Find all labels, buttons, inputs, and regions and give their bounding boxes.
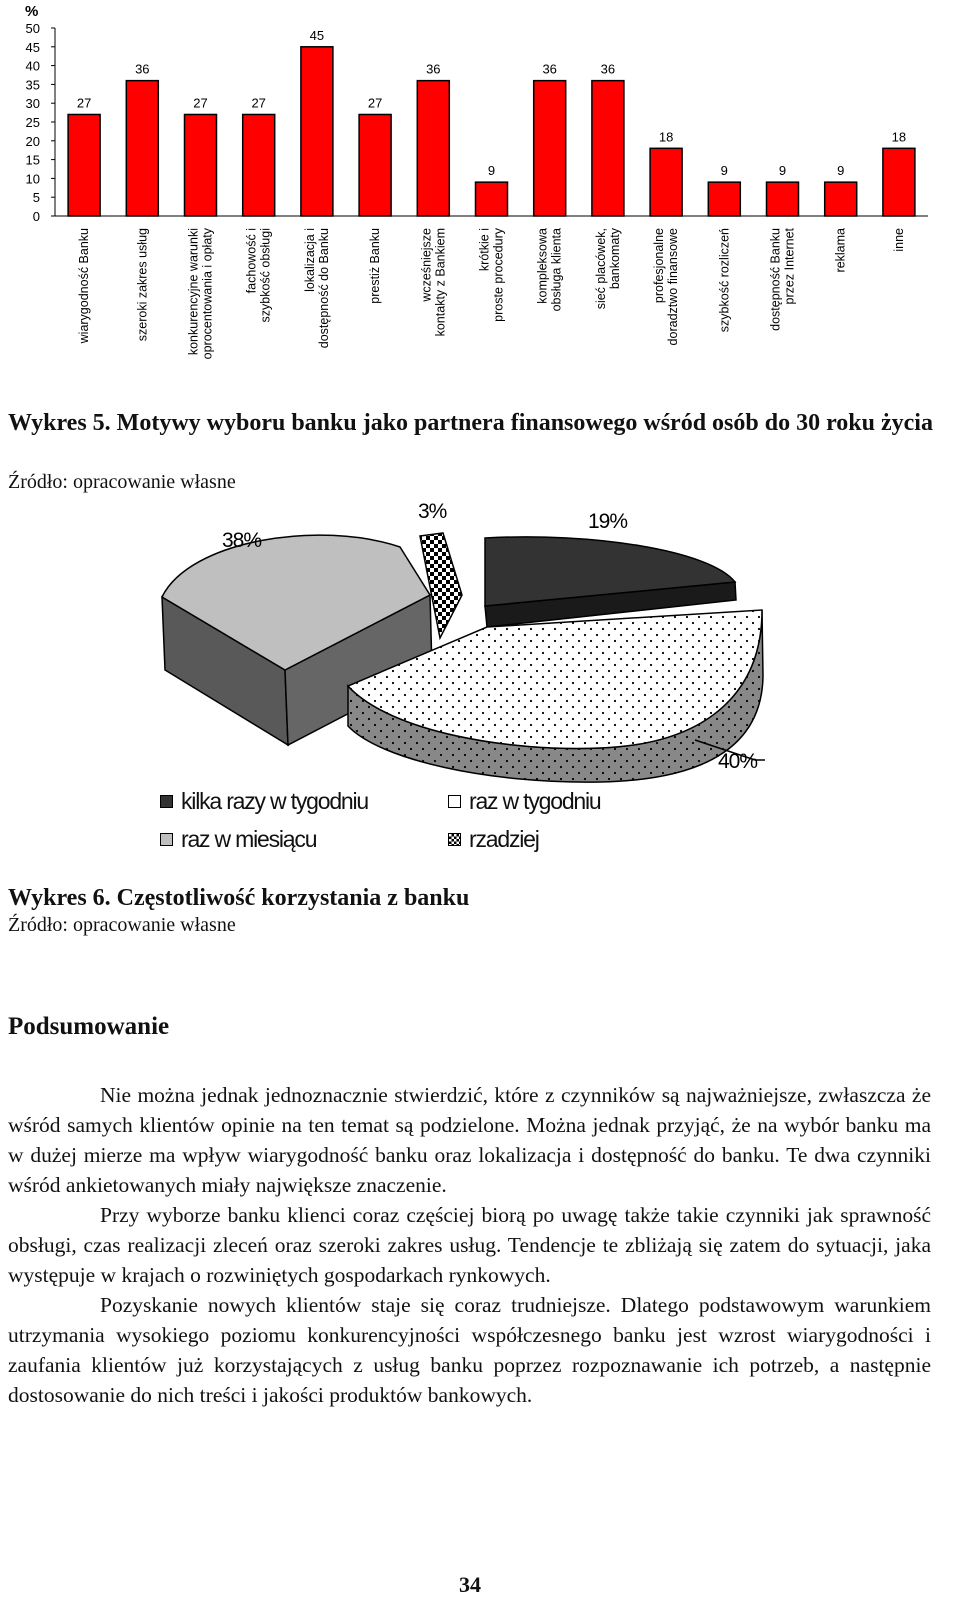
body-text	[8, 1080, 931, 1410]
y-tick-label: 10	[25, 171, 40, 187]
svg-text:przez Internet: przez Internet	[782, 228, 797, 305]
x-tick-label	[419, 228, 447, 336]
legend-item-raz-w-tygodniu	[448, 788, 601, 815]
bar	[650, 148, 682, 216]
bar	[185, 114, 217, 216]
y-tick-label: 20	[25, 133, 40, 149]
bar	[825, 182, 857, 216]
bar-value-label: 18	[658, 129, 674, 145]
svg-text:obsługa klienta: obsługa klienta	[549, 228, 564, 312]
bar-value-label: 36	[135, 61, 150, 77]
legend-label: rzadziej	[469, 826, 539, 852]
x-tick-label	[892, 228, 906, 252]
legend-item-raz-w-miesiacu	[160, 826, 316, 853]
bar	[126, 81, 158, 216]
bar-value-label: 27	[367, 95, 383, 111]
svg-text:szybkość rozliczeń: szybkość rozliczeń	[717, 228, 732, 333]
bar	[592, 81, 624, 216]
legend-label: raz w tygodniu	[469, 788, 601, 814]
svg-text:kompleksowa: kompleksowa	[535, 228, 550, 304]
paragraph: Przy wyborze banku klienci coraz częściej biorą po uwagę także takie czynniki jak sprawność obsługi, czas realizacji zleceń oraz szeroki zakres usług. Tendencje te zbliżają się zatem do sytuacji, jaka występuje w krajach o rozwiniętych gospodarkach rynkowych.	[8, 1203, 931, 1287]
svg-text:konkurencyjne warunki: konkurencyjne warunki	[186, 228, 201, 356]
svg-text:bankomaty: bankomaty	[607, 228, 622, 290]
x-tick-label	[187, 227, 215, 359]
page-number: 34	[459, 1572, 481, 1597]
svg-text:prestiż Banku: prestiż Banku	[368, 228, 383, 304]
svg-text:dostępność do Banku: dostępność do Banku	[316, 228, 331, 349]
x-tick-label	[834, 228, 848, 273]
bar-value-label: 9	[837, 163, 845, 179]
svg-text:szeroki zakres usług: szeroki zakres usług	[135, 228, 150, 342]
x-tick-label	[135, 228, 149, 341]
x-tick-label	[717, 228, 731, 332]
figure-6-caption: Wykres 6. Częstotliwość korzystania z banku	[8, 885, 470, 911]
svg-text:profesjonalne: profesjonalne	[652, 228, 667, 304]
svg-text:proste procedury: proste procedury	[491, 228, 506, 322]
legend-swatch	[448, 795, 461, 808]
legend-swatch	[160, 833, 173, 846]
y-tick-label: 30	[25, 96, 40, 112]
bar-chart	[0, 0, 960, 410]
y-tick-label: 25	[25, 115, 40, 130]
bar-value-label: 9	[487, 163, 496, 179]
x-tick-label	[368, 228, 382, 304]
y-tick-label: 0	[32, 209, 40, 224]
x-tick-label	[245, 228, 273, 323]
bar	[767, 182, 799, 216]
y-tick-label: 5	[32, 190, 40, 206]
legend-swatch	[160, 795, 173, 808]
bar	[243, 114, 275, 216]
x-tick-label	[594, 227, 622, 309]
svg-text:inne: inne	[891, 228, 906, 252]
svg-text:wiarygodność Banku: wiarygodność Banku	[77, 228, 92, 344]
y-axis-label: %	[25, 3, 39, 20]
bar-value-label: 36	[542, 61, 557, 77]
svg-text:doradztwo finansowe: doradztwo finansowe	[666, 228, 681, 346]
bar-value-label: 9	[720, 163, 728, 179]
bar	[476, 182, 508, 216]
bar	[68, 114, 100, 216]
legend-item-rzadziej	[448, 826, 539, 853]
svg-text:reklama: reklama	[833, 228, 848, 273]
x-tick-label	[652, 228, 680, 345]
y-tick-label: 35	[25, 77, 40, 93]
bar	[708, 182, 740, 216]
svg-text:sieć placówek,: sieć placówek,	[593, 228, 608, 310]
pie-label-raz-w-miesiacu: 38%	[222, 529, 262, 552]
bar-value-label: 27	[251, 95, 266, 111]
bar-value-label: 27	[193, 95, 208, 111]
paragraph: Pozyskanie nowych klientów staje się coraz trudniejsze. Dlatego podstawowym warunkiem utrzymania wysokiego poziomu konkurencyjności współczesnego banku jest wzrost wiarygodności i zaufania klientów już korzystających z usług banku poprzez rozpoznawanie ich potrzeb, a następnie dostosowanie do nich treści i jakości produktów bankowych.	[8, 1293, 931, 1407]
bar	[883, 148, 915, 216]
pie-label-raz-w-tygodniu: 40%	[718, 750, 758, 773]
bar-value-label: 36	[426, 61, 441, 77]
x-tick-label	[536, 228, 564, 311]
svg-text:oprocentowania i opłaty: oprocentowania i opłaty	[200, 228, 215, 360]
legend-label: raz w miesiącu	[181, 826, 317, 852]
legend-item-kilka-razy	[160, 788, 368, 815]
bar-value-label: 36	[600, 61, 616, 77]
svg-text:dostępność Banku: dostępność Banku	[768, 228, 783, 331]
y-tick-label: 45	[25, 39, 40, 55]
bar	[534, 81, 566, 216]
x-tick-label	[478, 227, 506, 322]
pie-label-kilka-razy: 19%	[588, 510, 628, 533]
svg-text:lokalizacja i: lokalizacja i	[302, 228, 317, 292]
figure-6-source: Źródło: opracowanie własne	[8, 914, 236, 936]
svg-text:wcześniejsze: wcześniejsze	[419, 228, 434, 302]
svg-text:fachowość i: fachowość i	[244, 228, 259, 294]
figure-5-source: Źródło: opracowanie własne	[8, 471, 236, 493]
y-tick-label: 15	[25, 152, 40, 168]
y-tick-label: 50	[25, 21, 40, 36]
x-tick-label	[303, 228, 331, 348]
pie-legend	[160, 788, 680, 870]
bar	[301, 47, 333, 216]
x-tick-label	[77, 228, 91, 344]
svg-text:kontakty z Bankiem: kontakty z Bankiem	[433, 228, 448, 337]
bar-value-label: 9	[778, 163, 787, 179]
svg-text:krótkie i: krótkie i	[477, 228, 492, 272]
legend-label: kilka razy w tygodniu	[181, 788, 368, 814]
svg-text:szybkość obsługi: szybkość obsługi	[258, 228, 273, 323]
figure-5-caption: Wykres 5. Motywy wyboru banku jako partnera finansowego wśród osób do 30 roku życia	[8, 410, 933, 436]
pie-label-rzadziej: 3%	[418, 500, 447, 523]
x-tick-label	[769, 227, 797, 330]
section-title: Podsumowanie	[8, 1013, 170, 1040]
y-tick-label: 40	[25, 58, 40, 74]
pie-chart	[150, 500, 810, 800]
legend-swatch	[448, 833, 461, 846]
bar-value-label: 18	[891, 129, 907, 145]
bar	[417, 81, 449, 216]
bar-value-label: 45	[309, 27, 325, 43]
bar	[359, 114, 391, 216]
paragraph: Nie można jednak jednoznacznie stwierdzić, które z czynników są najważniejsze, zwłaszcza że wśród samych klientów opinie na ten temat są podzielone. Można jednak przyjąć, że na wybór banku ma w dużej mierze ma wpływ wiarygodność banku oraz lokalizacja i dostępność do banku. Te dwa czynniki wśród ankietowanych miały największe znaczenie.	[8, 1083, 931, 1197]
bar-value-label: 27	[76, 95, 92, 111]
